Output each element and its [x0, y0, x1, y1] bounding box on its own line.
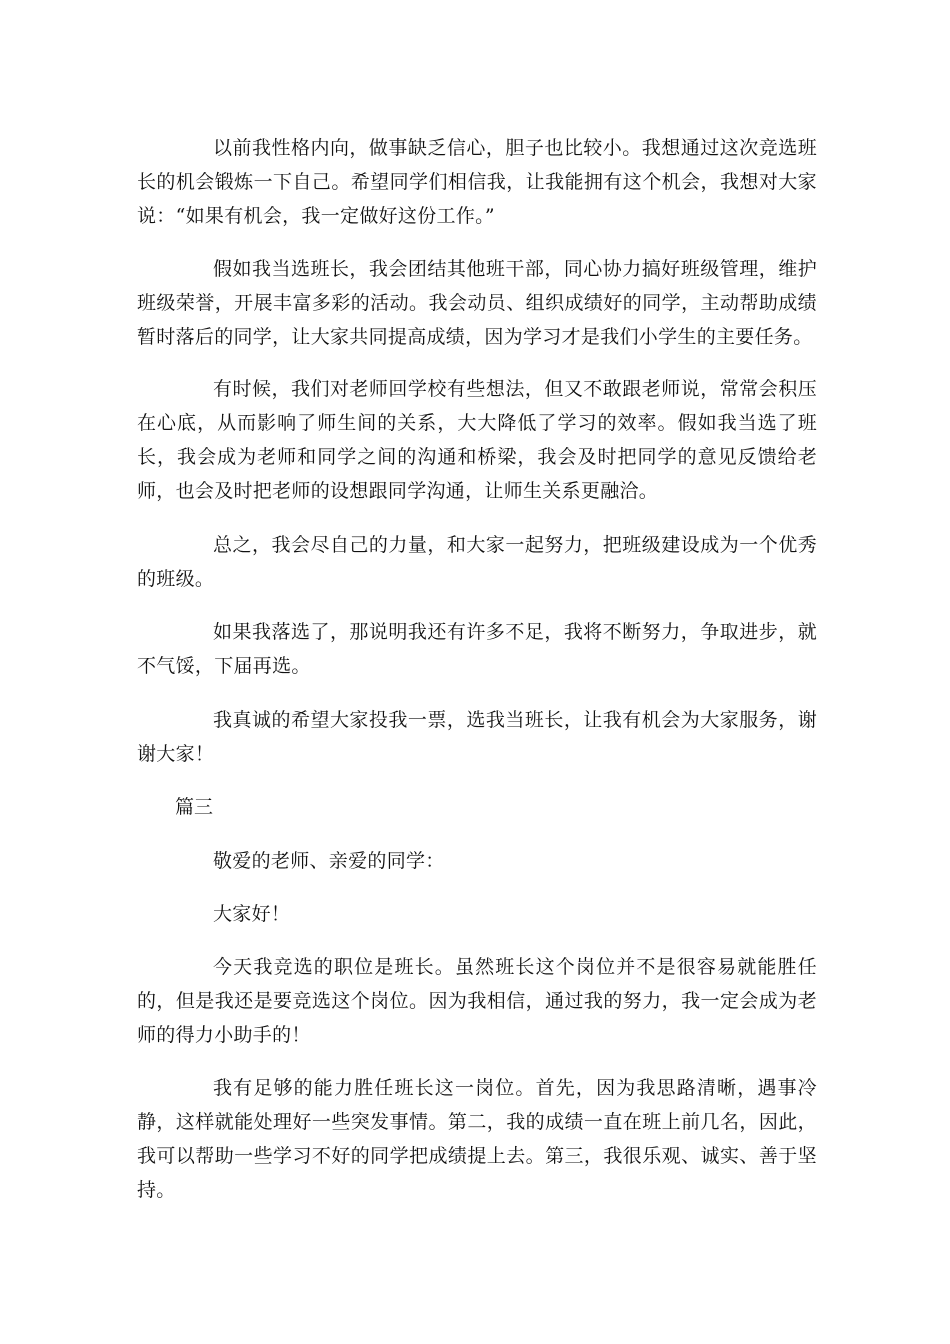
section-title: 篇三 [175, 796, 214, 818]
paragraph-8: 我有足够的能力胜任班长这一岗位。首先，因为我思路清晰，遇事冷静，这样就能处理好一些突发事情。第二，我的成绩一直在班上前几名，因此，我可以帮助一些学习不好的同学把成绩提上去。第三，我很乐观、诚实、善于坚持。 [137, 1077, 817, 1201]
paragraph-3: 有时候，我们对老师回学校有些想法，但又不敢跟老师说，常常会积压在心底，从而影响了师生间的关系，大大降低了学习的效率。假如我当选了班长，我会成为老师和同学之间的沟通和桥梁，我会及时把同学的意见反馈给老师，也会及时把老师的设想跟同学沟通，让师生关系更融洽。 [137, 378, 817, 502]
greeting: 大家好！ [213, 903, 291, 925]
paragraph-2: 假如我当选班长，我会团结其他班干部，同心协力搞好班级管理，维护班级荣誉，开展丰富多彩的活动。我会动员、组织成绩好的同学，主动帮助成绩暂时落后的同学，让大家共同提高成绩，因为学习才是我们小学生的主要任务。 [137, 258, 817, 348]
paragraph-4: 总之，我会尽自己的力量，和大家一起努力，把班级建设成为一个优秀的班级。 [137, 534, 817, 590]
salutation: 敬爱的老师、亲爱的同学： [213, 850, 445, 872]
paragraph-1: 以前我性格内向，做事缺乏信心，胆子也比较小。我想通过这次竞选班长的机会锻炼一下自己。希望同学们相信我，让我能拥有这个机会，我想对大家说：“如果有机会，我一定做好这份工作。” [137, 137, 817, 227]
paragraph-6: 我真诚的希望大家投我一票，选我当班长，让我有机会为大家服务，谢谢大家！ [137, 709, 817, 765]
paragraph-5: 如果我落选了，那说明我还有许多不足，我将不断努力，争取进步，就不气馁，下届再选。 [137, 621, 817, 677]
paragraph-7: 今天我竞选的职位是班长。虽然班长这个岗位并不是很容易就能胜任的，但是我还是要竞选这个岗位。因为我相信，通过我的努力，我一定会成为老师的得力小助手的！ [137, 956, 817, 1046]
